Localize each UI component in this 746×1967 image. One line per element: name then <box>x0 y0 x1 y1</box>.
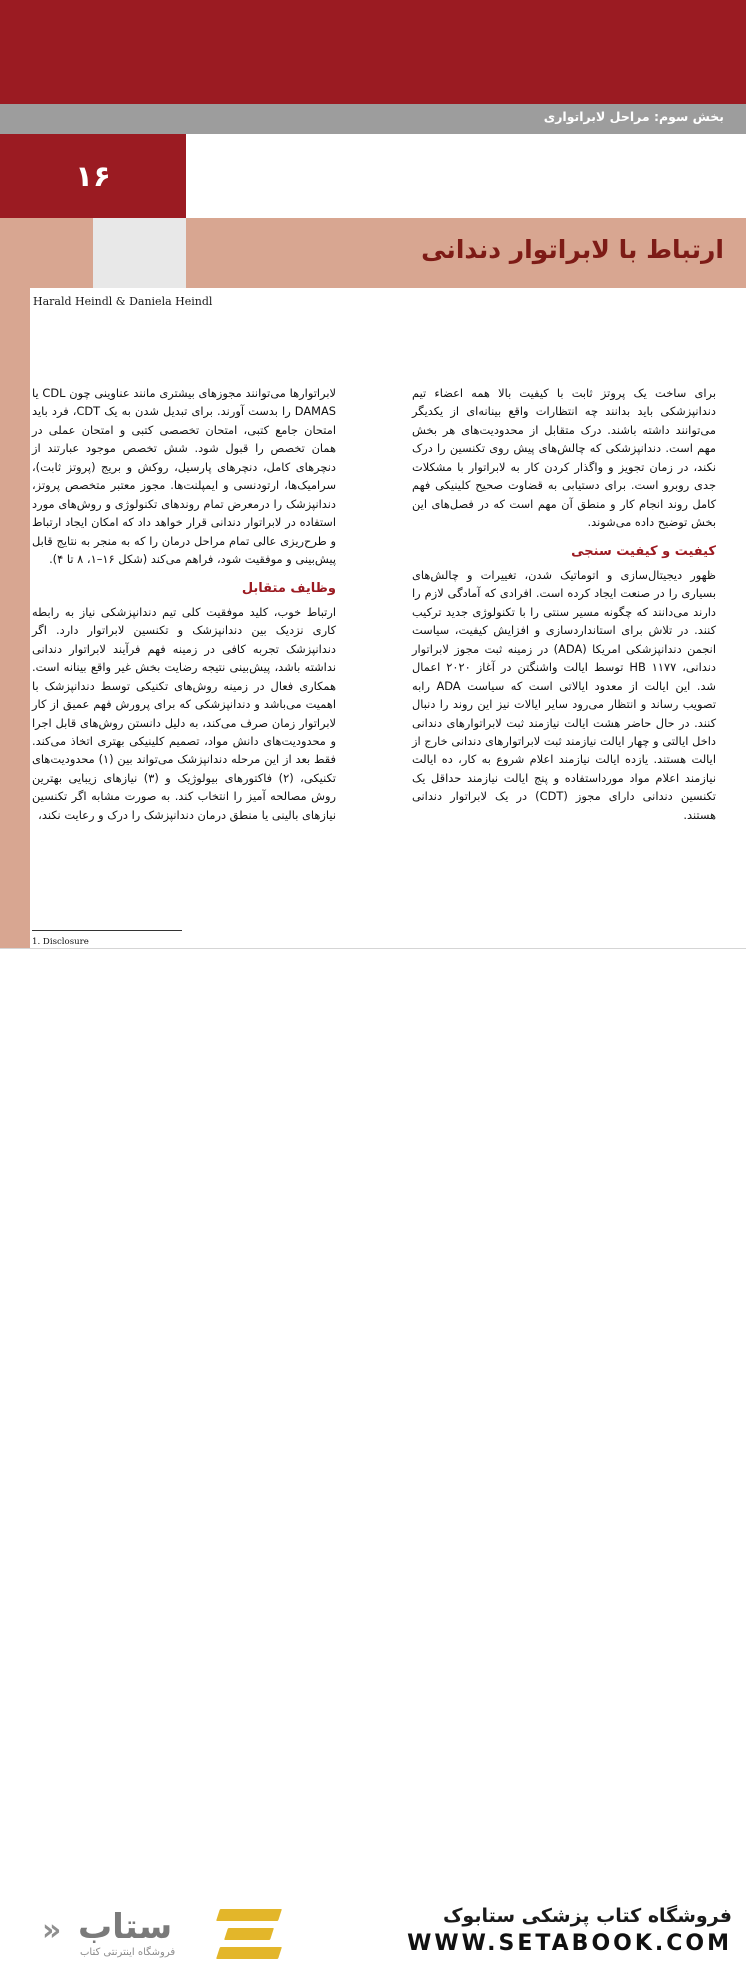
store-name: فروشگاه کتاب پزشکی ستابوک <box>442 1905 732 1927</box>
paragraph: برای ساخت یک پروتز ثابت با کیفیت بالا همه اعضاء تیم دندانپزشکی باید بدانند چه انتظارات واقع بینانه‌ای از یکدیگر می‌توانند داشته باشند. درک متقابل از محدودیت‌های هر بخش مهم است. دندانپزشکی که چالش‌های پیش روی تکنسین را درک نکند، در زمان تجویز و واگذار کردن کار به لابراتوار با مشکلات جدی روبرو است. برای دستیابی به قضاوت صحیح کلینیکی فهم کامل روند انجام کار و منطق آن مهم است که در فصل‌های این بخش توضیح داده می‌شوند. <box>412 386 716 530</box>
subheading-quality: کیفیت و کیفیت سنجی <box>571 543 716 559</box>
section-title: بخش سوم: مراحل لابراتواری <box>543 109 724 124</box>
subheading-mutual-duties: وظایف متقابل <box>241 580 336 596</box>
logo-wordmark: ستاب <box>78 1907 173 1947</box>
paragraph: لابراتوارها می‌توانند مجوزهای بیشتری مانند عناوینی چون CDL یا DAMAS را بدست آورند. برای تبدیل شدن به یک CDT، فرد باید امتحان جامع کتبی، امتحان تخصصی کتبی و امتحان عملی در همان تخصص را قبول شود. شش تخصص موجود عبارتند از دنچرهای کامل، دنچرهای پارسیل، روکش و بریج (پروتز ثابت)، سرامیک‌ها، ارتودنسی و ایمپلنت‌ها. مجوز معتبر متخصص پروتز، دندانپزشک را درمعرض تمام روندهای تکنولوژی و روش‌های مورد استفاده در لابراتوار دندانی قرار خواهد داد که امکان ایجاد ارتباط و طرح‌ریزی عالی تمام مراحل درمان را که به منجر به نتایج قابل پیش‌بینی و موفقیت شود، فراهم می‌کند (شکل ۱۶–۱، ۸ تا ۴). <box>32 386 337 567</box>
page-number: ۱۶ <box>75 159 111 193</box>
footer-text <box>407 1905 732 1956</box>
setabook-logo <box>36 1905 346 1967</box>
chapter-title: ارتباط با لابراتوار دندانی <box>421 235 724 264</box>
paragraph: ارتباط خوب، کلید موفقیت کلی تیم دندانپزشکی نیاز به رابطه کاری نزدیک بین دندانپزشک و تکنسین لابراتوار دارد. اگر دندانپزشک تجربه کافی در زمینه فهم فرآیند لابراتوار دندانی نداشته باشد، پیش‌بینی نتیجه رضایت بخش غیر واقع بینانه است. همکاری فعال در زمینه روش‌های تکنیکی توسط دندانپزشک با اهمیت می‌باشد و دندانپزشکی که برای پرورش فهم عمیق از کار لابراتوار زمان صرف می‌کند، به دلیل دانستن روش‌های قابل اجرا و محدودیت‌های دانش مواد، تصمیم کلینیکی بهتری اتخاذ می‌کند. فقط بعد از این مرحله دندانپزشک می‌تواند بین (۱) محدودیت‌های تکنیکی، (۲) فاکتورهای بیولوژیک و (۳) نیازهای زیبایی بهترین روش مصالحه آمیز را انتخاب کند. به صورت مشابه اگر تکنسین نیازهای بالینی یا منطق درمان دندانپزشک را درک و رعایت نکند، <box>32 604 336 822</box>
chapter-authors: Harald Heindl & Daniela Heindl <box>33 295 213 308</box>
footnote-item: 1. Disclosure <box>32 937 89 947</box>
logo-tagline: فروشگاه اینترنتی کتاب <box>80 1947 176 1958</box>
paragraph: ظهور دیجیتال‌سازی و اتوماتیک شدن، تغییرات و چالش‌های بسیاری را در صنعت ایجاد کرده است. افرادی که آمادگی لازم را دارند می‌دانند که چگونه مسیر سنتی را با تکنولوژی جدید ترکیب کنند. در تلاش برای استانداردسازی و افزایش کیفیت، سیاست انجمن دندانپزشکی امریکا (ADA) در زمینه ثبت مجوز لابراتوار دندانی، HB ۱۱۷۷ توسط ایالت واشنگتن در آغاز ۲۰۲۰ اعمال شد. این ایالت از معدود ایالاتی است که سیاست ADA رابه تصویب رساند و انتظار می‌رود سایر ایالات نیز این روند را دنبال کنند. در حال حاضر هشت ایالت نیازمند ثبت لابراتوارهای دندانی داخل ایالتی و چهار ایالت نیازمند ثبت لابراتوارهای دندانی خارج از ایالت هستند. یازده ایالت نیازمند اعلام شروع به کار، ده ایالت نیازمند اعلام مواد مورداستفاده و پنج ایالت نیازمند حداقل یک تکنسین دندانی دارای مجوز (CDT) در یک لابراتوار دندانی هستند. <box>412 567 717 822</box>
logo-mark-icon <box>218 1909 284 1963</box>
running-header <box>0 104 746 134</box>
store-url[interactable]: WWW.SETABOOK.COM <box>407 1930 732 1956</box>
column-left <box>32 384 336 824</box>
top-red-band <box>0 0 746 104</box>
footnote-divider <box>32 930 182 931</box>
chapter-title-banner <box>186 218 746 288</box>
footer-banner <box>0 948 746 1958</box>
chevron-left-icon: « <box>42 1913 62 1948</box>
column-right <box>412 384 716 824</box>
